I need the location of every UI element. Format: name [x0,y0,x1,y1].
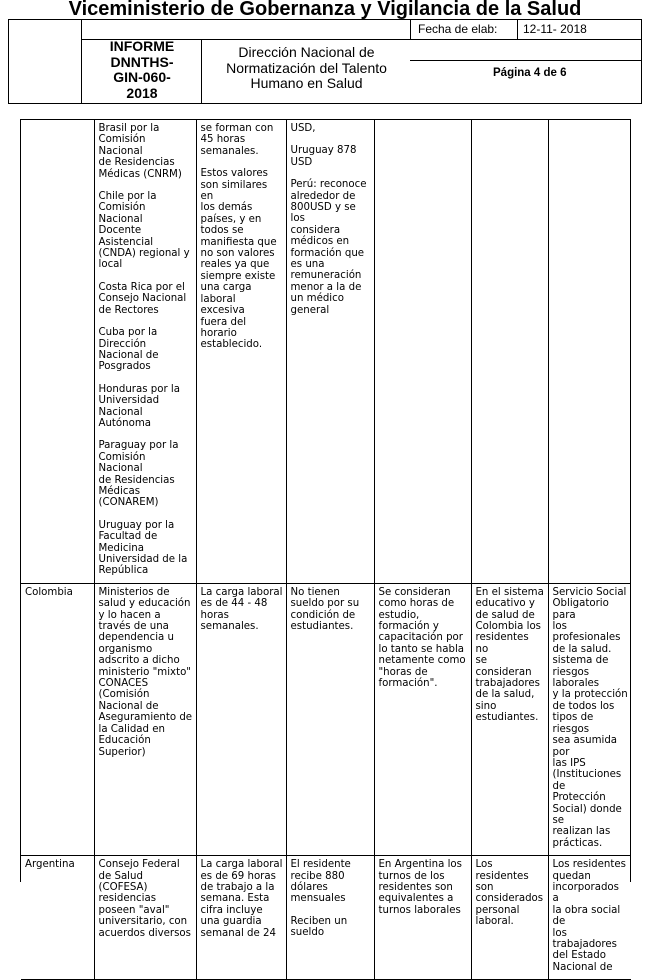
cell-paragraph: Los residentes son considerados personal laboral. [475,859,544,928]
header-divider [410,60,641,61]
cell-paragraph: Consejo Federal de Salud (COFESA) residencias poseen "aval" universitario, con acuerdos diversos [98,859,191,939]
table-row [21,856,631,980]
country-cell: Colombia [21,583,94,855]
cell-paragraph: El residente recibe 880 dólares mensuales [290,859,351,905]
cell-paragraph: No tienen sueldo por su condición de estudiantes. [290,586,360,633]
cell-paragraph: Uruguay 878 USD [290,145,357,168]
cell-paragraph: se forman con 45 horas semanales. [200,123,274,157]
country-cell [21,120,94,583]
salary-cell [286,583,374,855]
cell-paragraph: En el sistema educativo y de salud de Colombia los residentes no se consideran trabajadores de la salud, sino estudiantes. [475,586,544,724]
header-divider [517,20,518,40]
empty-cell [548,120,631,583]
date-value: 12-11- 2018 [523,22,587,36]
cell-paragraph: La carga laboral es de 69 horas de trabajo a la semana. Esta cifra incluye una guardia semanal de 24 [200,859,283,939]
salary-cell [286,120,374,583]
cell-paragraph: La carga laboral es de 44 - 48 horas semanales. [200,586,283,633]
header-divider [410,20,411,40]
cell-paragraph: Servicio Social Obligatorio para los profesionales de la salud. sistema de riesgos laborales y la protección de todos los tipos de riesgos sea asumida por las IPS (Instituciones de Protección Social) donde se realizan las prácticas. [552,586,628,849]
cell-paragraph: Los residentes quedan incorporados a la obra social de los trabajadores del Estado Nacional de [552,859,626,973]
cell-paragraph: Cuba por la Dirección Nacional de Posgrados [98,327,159,373]
worker-status-cell [471,583,548,855]
cell-paragraph: Se consideran como horas de estudio, formación y capacitación por lo tanto se habla netamente como "horas de formación". [378,586,466,690]
salary-cell [286,856,374,980]
header-title: Viceministerio de Gobernanza y Vigilancia de la Salud [68,0,582,20]
cell-paragraph: Paraguay por la Comisión Nacional de Residencias Médicas (CONAREM) [98,440,179,509]
country-cell: Argentina [21,856,94,980]
cell-paragraph: Uruguay por la Facultad de Medicina Universidad de la República [98,519,188,577]
cell-paragraph: Brasil por la Comisión Nacional de Residencias Médicas (CNRM) [98,123,182,180]
cell-paragraph: Estos valores son similares en los demás países, y en todos se manifiesta que no son valores reales ya que siempre existe una carga laboral excesiva fuera del horario establecido. [200,168,277,351]
residency-comparison-table [20,119,631,973]
workload-cell [196,120,286,583]
cell-paragraph: USD, [290,123,316,134]
department-name: Dirección Nacional de Normatización del Talento Humano en Salud [226,44,387,91]
cell-paragraph: Reciben un sueldo [290,915,348,939]
cell-paragraph: Ministerios de salud y educación y lo hacen a través de una dependencia u organismo adscrito a dicho ministerio "mixto" CONACES (Comisión Nacional de Aseguramiento de la Calidad en Educación Superior) [98,586,193,758]
table-row [21,583,631,855]
header-box [8,19,642,104]
empty-cell [471,120,548,583]
header-divider [201,40,202,103]
cell-paragraph: Costa Rica por el Consejo Nacional de Rectores [98,281,187,316]
cell-paragraph: Perú: reconoce alrededor de 800USD y se los considera médicos en formación que es una remuneración menor a la de un médico general [290,179,367,316]
workload-cell [196,856,286,980]
social-security-cell [548,856,631,980]
cell-paragraph: En Argentina los turnos de los residentes son equivalentes a turnos laborales [378,859,462,916]
hours-classification-cell [374,856,471,980]
workload-cell [196,583,286,855]
accrediting-body-cell [94,120,196,583]
empty-cell [374,120,471,583]
cell-paragraph: Honduras por la Universidad Nacional Autónoma [98,383,180,429]
page-number: Página 4 de 6 [493,67,567,79]
hours-classification-cell [374,583,471,855]
social-security-cell [548,583,631,855]
accrediting-body-cell [94,583,196,855]
table-row [21,120,631,583]
report-number: INFORME DNNTHS- GIN-060- 2018 [109,38,175,101]
accrediting-body-cell [94,856,196,980]
document-header [8,0,642,103]
header-divider [81,20,82,103]
worker-status-cell [471,856,548,980]
date-label: Fecha de elab: [418,22,498,36]
cell-paragraph: Chile por la Comisión Nacional Docente Asistencial (CNDA) regional y local [98,191,190,271]
